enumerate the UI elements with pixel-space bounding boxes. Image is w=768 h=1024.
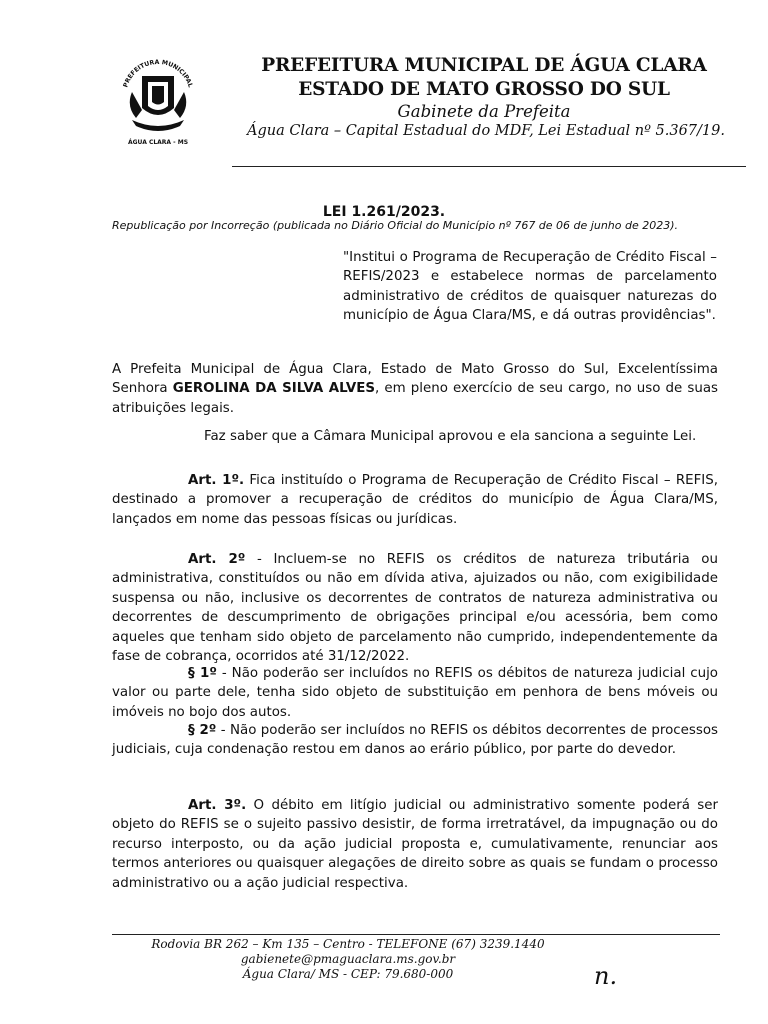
logo-bottom-text: ÁGUA CLARA - MS [127,139,189,146]
intro-text-before: A Prefeita Municipal de Água Clara, Estado de Mato Grosso do Sul, Excelentíssima Senhora [112,362,718,397]
header-title-estado: ESTADO DE MATO GROSSO DO SUL [298,79,670,100]
article-3 [112,796,718,893]
article-2-label: Art. 2º [188,552,246,567]
law-ementa: "Institui o Programa de Recuperação de Crédito Fiscal – REFIS/2023 e estabelece normas de parcelamento administrativo de créditos de quaisquer naturezas do município de Água Clara/MS, e dá outras providências". [343,250,717,324]
article-3-text: O débito em litígio judicial ou administrativo somente poderá ser objeto do REFIS se o sujeito passivo desistir, de forma irretratável, da impugnação ou do recurso interposto, ou da ação judicial proposta e, cumulativamente, renunciar aos termos anteriores ou quaisquer alegações de direito sobre as quais se fundam o processo administrativo ou a ação judicial respectiva. [112,798,718,891]
coat-of-arms-shield [142,76,174,115]
header-office: Gabinete da Prefeita [397,102,571,121]
intro-text-after: , em pleno exercício de seu cargo, no uso de suas atribuições legais. [112,381,719,416]
article-2-text: - Incluem-se no REFIS os créditos de natureza tributária ou administrativa, constituídos ou não em dívida ativa, ajuizados ou não, com exigibilidade suspensa ou não, inclusive os decorrentes de contratos de natureza administrativa ou decorrentes de descumprimento de obrigações principal e/ou acessória, bem como aqueles que tenham sido objeto de parcelamento não cumprido, independentemente da fase de cobrança, ocorridos até 31/12/2022. [112,552,718,665]
article-1 [112,471,718,529]
paragraph-2-text: - Não poderão ser incluídos no REFIS os débitos decorrentes de processos judiciais, cuja condenação restou em danos ao erário público, por parte do devedor. [112,723,718,758]
law-title: LEI 1.261/2023. [322,204,446,220]
header-subtitle: Água Clara – Capital Estadual do MDF, Lei Estadual nº 5.367/19. [247,123,725,139]
article-1-text: Fica instituído o Programa de Recuperação de Crédito Fiscal – REFIS, destinado a promover a recuperação de créditos do município de Água Clara/MS, lançados em nome das pessoas físicas ou jurídicas. [112,473,718,527]
municipal-coat-of-arms-logo [112,56,204,148]
footer-divider [112,934,720,935]
logo-arc-text: PREFEITURA MUNICIPAL [122,58,194,89]
paragraph-2-label: § 2º [188,723,217,738]
footer-city-cep: Água Clara/ MS - CEP: 79.680-000 [242,967,454,981]
handwritten-initial: n. [594,962,618,990]
article-2-paragraph-1 [112,664,718,722]
republication-note: Republicação por Incorreção (publicada no Diário Oficial do Município nº 767 de 06 de junho de 2023). [112,219,679,232]
ribbon-icon [132,120,184,131]
article-3-label: Art. 3º. [188,798,247,813]
paragraph-1-text: - Não poderão ser incluídos no REFIS os débitos de natureza judicial cujo valor ou parte dele, tenha sido objeto de substituição em penhora de bens móveis ou imóveis no bojo dos autos. [112,666,719,720]
header-title-prefeitura: PREFEITURA MUNICIPAL DE ÁGUA CLARA [261,55,707,76]
left-ornament-icon [130,92,142,118]
paragraph-1-label: § 1º [188,666,217,681]
right-ornament-icon [174,92,186,118]
footer-email: gabienete@pmaguaclara.ms.gov.br [240,952,456,966]
intro-paragraph [112,360,718,418]
article-2-paragraph-2 [112,721,718,760]
article-2 [112,550,718,666]
footer-address: Rodovia BR 262 – Km 135 – Centro - TELEFONE (67) 3239.1440 [151,937,545,951]
article-1-label: Art. 1º. [188,473,245,488]
header-divider [232,166,746,167]
mayor-name: GEROLINA DA SILVA ALVES [172,381,376,397]
enactment-paragraph: Faz saber que a Câmara Municipal aprovou e ela sanciona a seguinte Lei. [204,429,697,444]
